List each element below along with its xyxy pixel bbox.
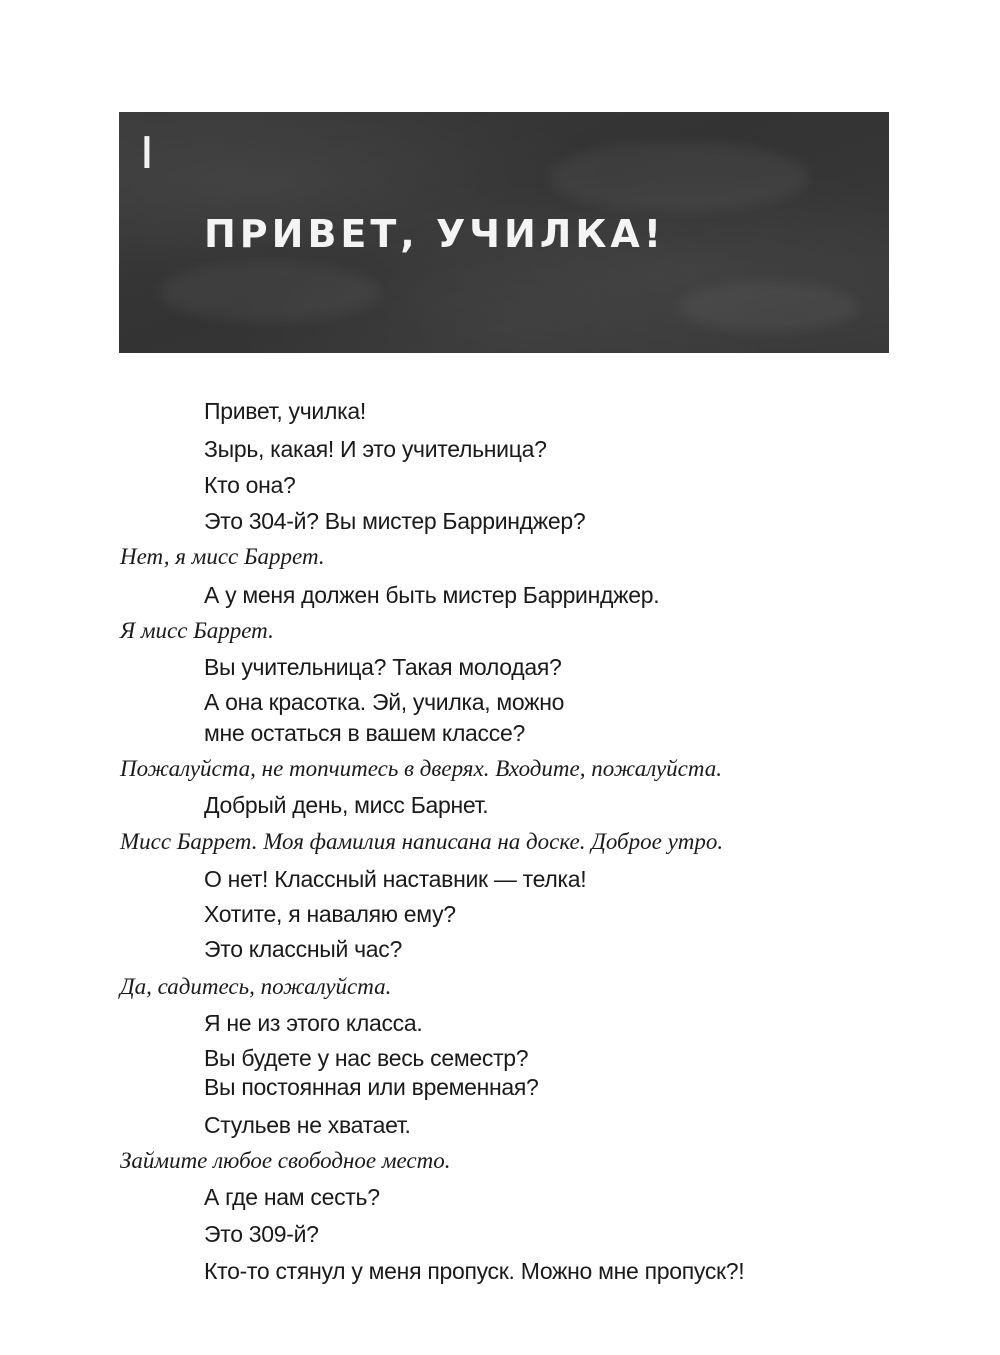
- dialogue-line-student: мне остаться в вашем классе?: [204, 720, 525, 746]
- dialogue-line-student: Вы учительница? Такая молодая?: [204, 654, 562, 680]
- dialogue-line-student: Я не из этого класса.: [204, 1010, 423, 1036]
- dialogue-line-student: Вы будете у нас весь семестр?: [204, 1045, 529, 1071]
- dialogue-line-teacher: Нет, я мисс Баррет.: [120, 544, 325, 569]
- dialogue-line-teacher: Пожалуйста, не топчитесь в дверях. Входите, пожалуйста.: [120, 756, 723, 781]
- dialogue-line-student: Привет, училка!: [204, 398, 366, 424]
- dialogue-line-teacher: Мисс Баррет. Моя фамилия написана на доске. Доброе утро.: [120, 829, 724, 854]
- dialogue-line-student: А она красотка. Эй, училка, можно: [204, 689, 565, 715]
- dialogue-line-teacher: Я мисс Баррет.: [120, 618, 274, 643]
- dialogue-line-student: А где нам сесть?: [204, 1184, 380, 1210]
- dialogue-line-teacher: Да, садитесь, пожалуйста.: [120, 974, 392, 999]
- dialogue-line-student: Это 309-й?: [204, 1221, 319, 1247]
- dialogue-line-student: Стульев не хватает.: [204, 1112, 411, 1138]
- dialogue-line-student: Хотите, я наваляю ему?: [204, 901, 456, 927]
- dialogue-line-student: Добрый день, мисс Барнет.: [204, 792, 489, 818]
- chapter-number: I: [142, 128, 152, 179]
- chalk-smudge: [159, 262, 379, 322]
- dialogue-line-student: Вы постоянная или временная?: [204, 1074, 539, 1100]
- dialogue-line-teacher: Займите любое свободное место.: [120, 1148, 451, 1173]
- chalk-smudge: [679, 282, 859, 332]
- dialogue-line-student: Кто она?: [204, 472, 296, 498]
- dialogue-line-student: Это классный час?: [204, 936, 402, 962]
- dialogue-line-student: А у меня должен быть мистер Барринджер.: [204, 582, 660, 608]
- dialogue-line-student: Кто-то стянул у меня пропуск. Можно мне пропуск?!: [204, 1258, 745, 1284]
- chapter-banner: [119, 112, 889, 353]
- dialogue-line-student: Зырь, какая! И это учительница?: [204, 436, 547, 462]
- dialogue-line-student: О нет! Классный наставник — телка!: [204, 866, 587, 892]
- dialogue-line-student: Это 304-й? Вы мистер Барринджер?: [204, 508, 586, 534]
- chapter-title: ПРИВЕТ, УЧИЛКА!: [204, 212, 666, 256]
- chalk-smudge: [549, 142, 809, 212]
